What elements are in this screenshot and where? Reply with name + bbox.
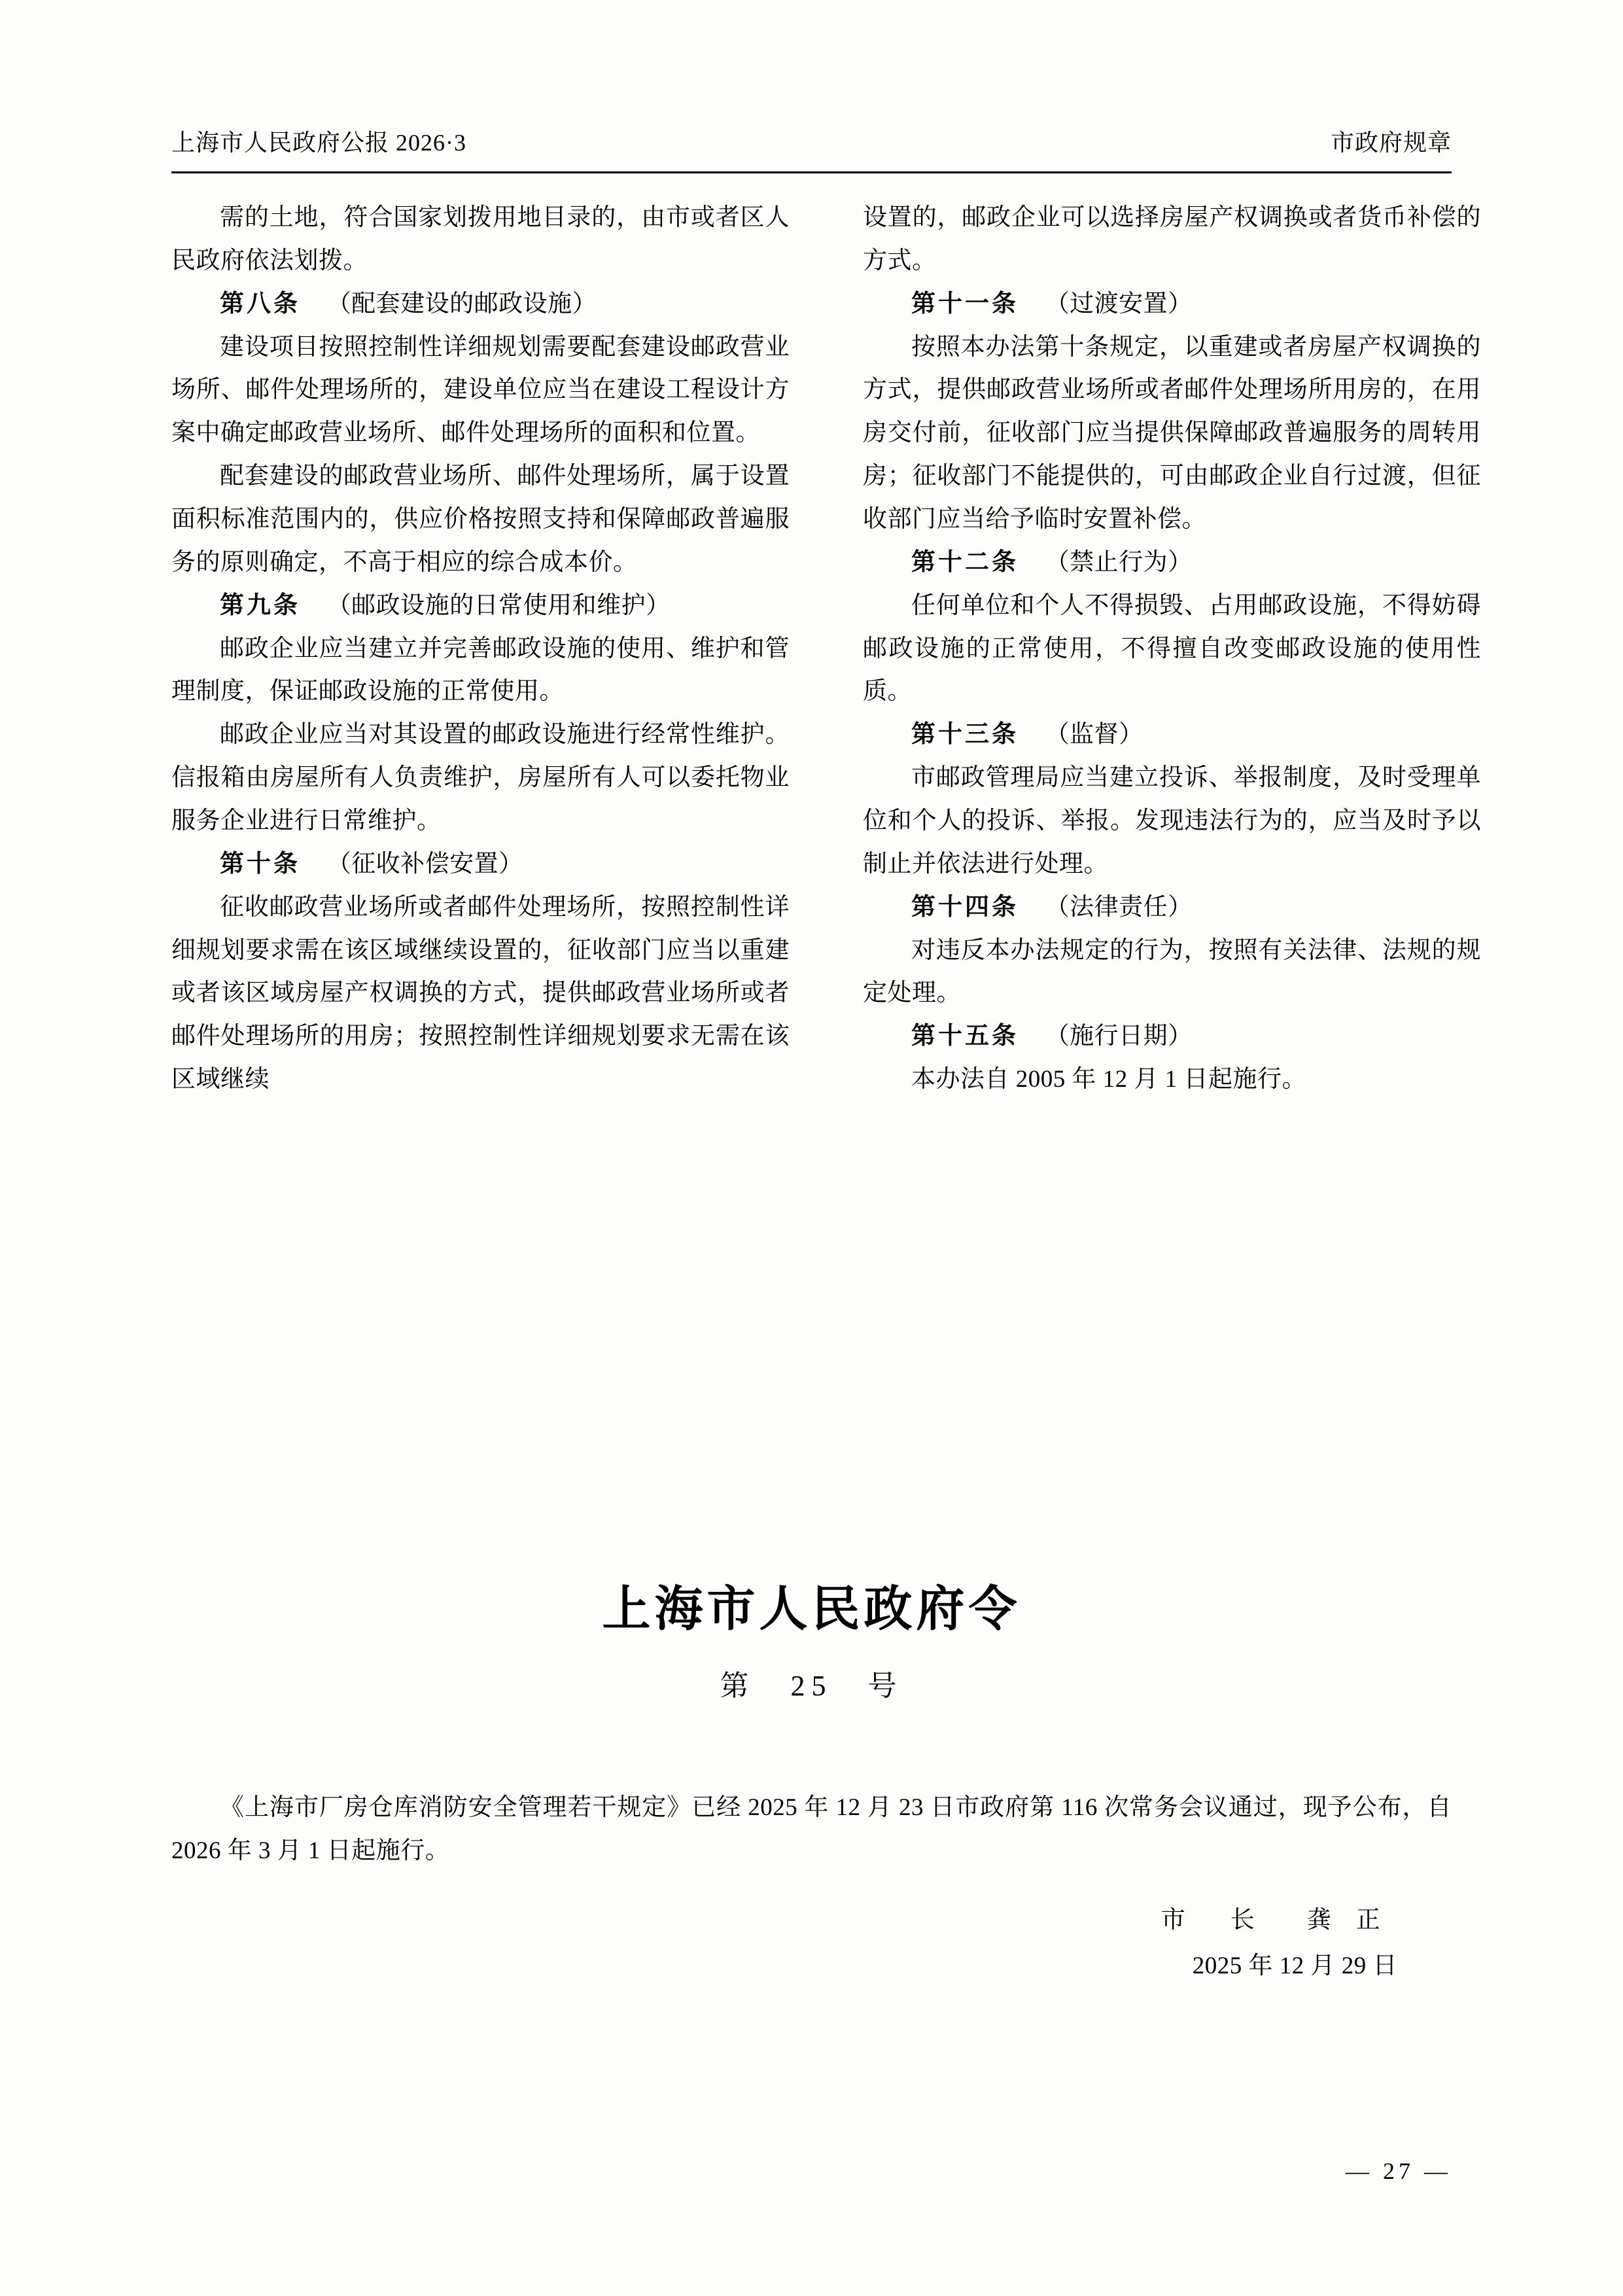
article-number: 第十一条: [911, 290, 1019, 317]
left-column: [171, 196, 790, 1101]
article-heading: [863, 541, 1481, 584]
decree-title: 上海市人民政府令: [602, 1581, 1021, 1637]
header-publication: 上海市人民政府公报 2026·3: [171, 130, 466, 156]
page-number: — 27 —: [1346, 2158, 1452, 2184]
signer-name: 龚 正: [1306, 1907, 1381, 1934]
article-title: （过渡安置）: [1045, 290, 1193, 317]
article-heading: [863, 886, 1481, 929]
page-header: [171, 124, 1452, 158]
signer-line: [1161, 1898, 1397, 1943]
header-section: 市政府规章: [1330, 130, 1452, 156]
article-title: （施行日期）: [1045, 1023, 1193, 1050]
paragraph: 邮政企业应当对其设置的邮政设施进行经常性维护。信报箱由房屋所有人负责维护，房屋所有人可以委托物业服务企业进行日常维护。: [171, 721, 790, 835]
article-number: 第十三条: [911, 721, 1019, 749]
paragraph: 配套建设的邮政营业场所、邮件处理场所，属于设置面积标准范围内的，供应价格按照支持和保障邮政普遍服务的原则确定，不高于相应的综合成本价。: [171, 463, 790, 576]
article-title: （征收补偿安置）: [326, 850, 523, 877]
paragraph: 邮政企业应当建立并完善邮政设施的使用、维护和管理制度，保证邮政设施的正常使用。: [171, 635, 790, 705]
paragraph: 设置的，邮政企业可以选择房屋产权调换或者货币补偿的方式。: [863, 204, 1481, 274]
signer-title: 市 长: [1161, 1907, 1265, 1934]
paragraph: 任何单位和个人不得损毁、占用邮政设施，不得妨碍邮政设施的正常使用，不得擅自改变邮政设施的使用性质。: [863, 592, 1481, 705]
article-number: 第九条: [220, 592, 300, 619]
article-heading: [171, 843, 790, 886]
article-number: 第十四条: [911, 893, 1019, 921]
header-divider: [171, 171, 1452, 173]
paragraph: 按照本办法第十条规定，以重建或者房屋产权调换的方式，提供邮政营业场所或者邮件处理场所用房的，在用房交付前，征收部门应当提供保障邮政普遍服务的周转用房；征收部门不能提供的，可由邮政企业自行过渡，但征收部门应当给予临时安置补偿。: [863, 333, 1481, 533]
article-title: （禁止行为）: [1045, 548, 1193, 576]
article-heading: [863, 713, 1481, 756]
article-heading: [171, 584, 790, 627]
paragraph: 市邮政管理局应当建立投诉、举报制度，及时受理单位和个人的投诉、举报。发现违法行为的，应当及时予以制止并依法进行处理。: [863, 764, 1481, 877]
paragraph: 征收邮政营业场所或者邮件处理场所，按照控制性详细规划要求需在该区域继续设置的，征收部门应当以重建或者该区域房屋产权调换的方式，提供邮政营业场所或者邮件处理场所的用房；按照控制性详细规划要求无需在该区域继续: [171, 893, 790, 1093]
article-number: 第十五条: [911, 1023, 1019, 1050]
decree-body-text: 《上海市厂房仓库消防安全管理若干规定》已经 2025 年 12 月 23 日市政府第 116 次常务会议通过，现予公布，自 2026 年 3 月 1 日起施行。: [171, 1794, 1452, 1864]
article-heading: [863, 283, 1481, 326]
article-heading: [171, 283, 790, 326]
article-number: 第十二条: [911, 548, 1019, 576]
article-title: （配套建设的邮政设施）: [326, 290, 597, 317]
decree-block: [171, 1570, 1452, 1704]
paragraph: 需的土地，符合国家划拨用地目录的，由市或者区人民政府依法划拨。: [171, 204, 790, 274]
article-title: （监督）: [1045, 721, 1143, 749]
paragraph: 本办法自 2005 年 12 月 1 日起施行。: [911, 1066, 1306, 1093]
paragraph: 对违反本办法规定的行为，按照有关法律、法规的规定处理。: [863, 936, 1481, 1007]
page-footer: [1346, 2157, 1452, 2185]
right-column: [863, 196, 1481, 1101]
signature-date: 2025 年 12 月 29 日: [1192, 1952, 1397, 1980]
article-number: 第八条: [220, 290, 300, 317]
article-title: （邮政设施的日常使用和维护）: [326, 592, 671, 619]
decree-number: 第 25 号: [720, 1670, 903, 1702]
paragraph: 建设项目按照控制性详细规划需要配套建设邮政营业场所、邮件处理场所的，建设单位应当在建设工程设计方案中确定邮政营业场所、邮件处理场所的面积和位置。: [171, 333, 790, 447]
body-columns: [171, 196, 1481, 1101]
article-number: 第十条: [220, 850, 300, 877]
signature-block: [1161, 1898, 1397, 1990]
article-heading: [863, 1015, 1481, 1058]
article-title: （法律责任）: [1045, 893, 1193, 921]
